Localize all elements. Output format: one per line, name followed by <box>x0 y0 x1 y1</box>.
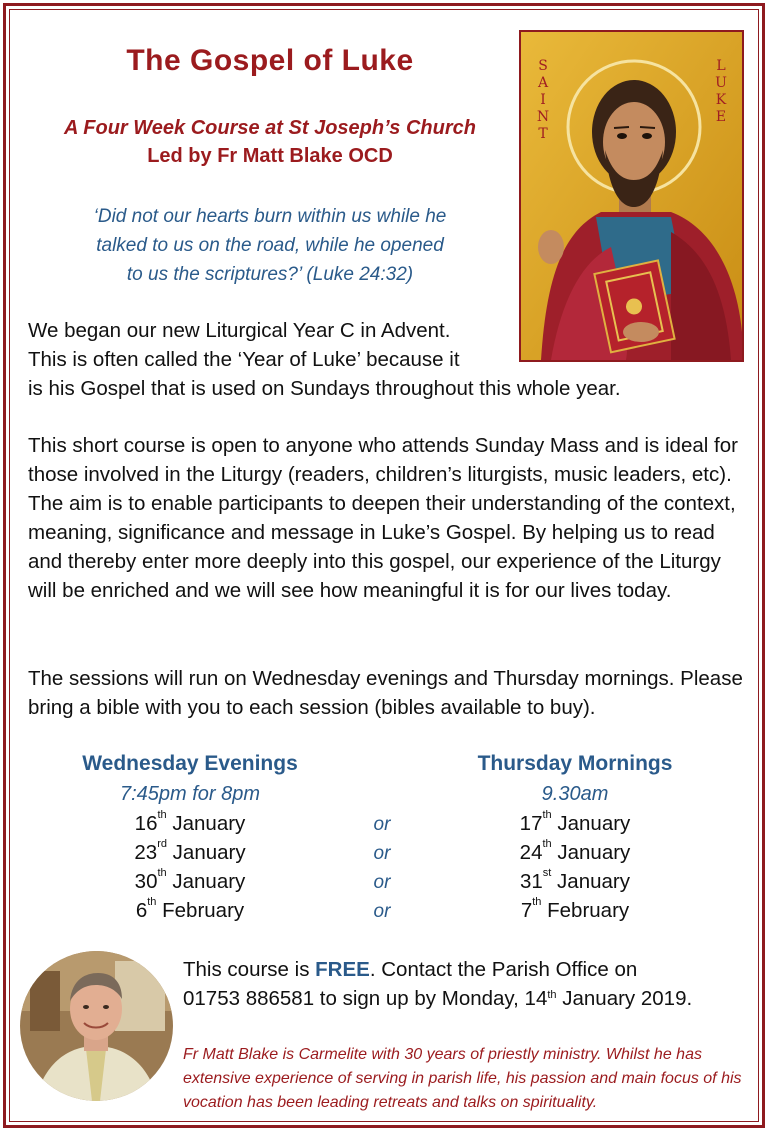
free-course-notice: This course is FREE. Contact the Parish Office on 01753 886581 to sign up by Monday, 14th January 2019. <box>183 958 693 1010</box>
thursday-date: 17th January <box>519 809 631 835</box>
wednesday-heading: Wednesday Evenings <box>82 752 298 775</box>
svg-text:SAINT: S A I N T <box>536 58 550 142</box>
course-leader: Led by Fr Matt Blake OCD <box>147 145 393 167</box>
or-label: or <box>373 901 391 922</box>
course-description: This short course is open to anyone who attends Sunday Mass and is ideal for those involved in the Liturgy (readers, children’s liturgists, music leaders, etc). The aim is to enable participants to deepen their understanding of the context, meaning, significance and message in Luke’s Gospel. By helping us to read and thereby enter more deeply into this gospel, our experience of the Liturgy will be enriched and we will see how meaningful it is for our lives today. <box>28 434 738 602</box>
or-label: or <box>373 843 391 864</box>
or-label: or <box>373 872 391 893</box>
thursday-date: 31st January <box>519 867 630 893</box>
wednesday-date: 23rd January <box>134 838 246 864</box>
thursday-heading: Thursday Mornings <box>477 752 673 775</box>
course-subtitle: A Four Week Course at St Joseph’s Church <box>64 117 476 139</box>
thursday-date: 24th January <box>519 838 631 864</box>
scripture-quote: ‘Did not our hearts burn within us while he talked to us on the road, while he opened to us the scriptures?’ (Luke 24:32) <box>93 206 447 285</box>
wednesday-time: 7:45pm for 8pm <box>119 783 261 805</box>
priest-portrait-icon <box>20 951 173 1101</box>
thursday-date: 7th February <box>520 896 630 922</box>
intro-paragraph: We began our new Liturgical Year C in Advent. This is often called the ‘Year of Luke’ because it is his Gospel that is used on Sundays throughout this whole year. <box>28 319 621 400</box>
saint-luke-icon-image <box>519 30 744 362</box>
thursday-time: 9.30am <box>541 783 609 805</box>
wednesday-date: 6th February <box>135 896 245 922</box>
svg-text:LUKE: L U K E <box>715 58 727 125</box>
sessions-info: The sessions will run on Wednesday evenings and Thursday mornings. Please bring a bible with you to each session (bibles available to buy). <box>28 667 743 719</box>
page-title: The Gospel of Luke <box>126 44 414 77</box>
wednesday-date: 16th January <box>134 809 246 835</box>
wednesday-date: 30th January <box>134 867 246 893</box>
saint-luke-icon <box>521 32 742 360</box>
free-emphasis: FREE <box>315 958 370 981</box>
leader-bio: Fr Matt Blake is Carmelite with 30 years of priestly ministry. Whilst he has extensive experience of serving in parish life, his passion and main focus of his vocation has been leading retreats and talks on spirituality. <box>183 1046 742 1111</box>
or-label: or <box>373 814 391 835</box>
priest-photo <box>20 951 173 1101</box>
